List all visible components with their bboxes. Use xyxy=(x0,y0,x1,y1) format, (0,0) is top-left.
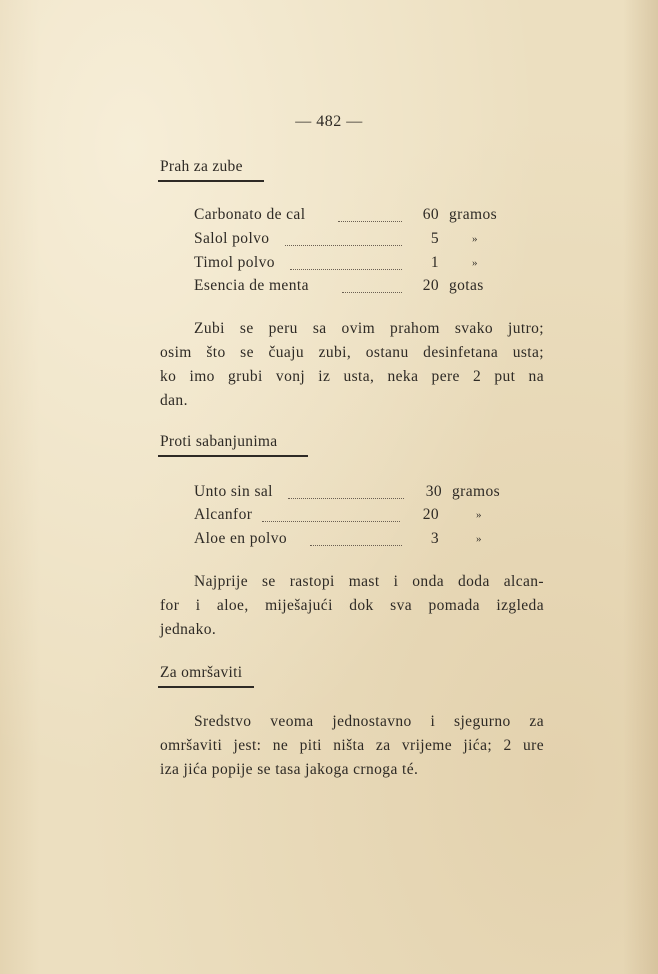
ingredient-qty: 20 xyxy=(422,277,439,294)
ingredient-qty: 60 xyxy=(422,206,439,223)
ingredient-name: Aloe en polvo xyxy=(194,530,288,547)
ingredient-name: Salol polvo xyxy=(194,230,270,247)
dot-leader xyxy=(285,245,402,246)
ingredient-name: Alcanfor xyxy=(194,506,253,523)
ingredient-row xyxy=(0,506,658,528)
ingredient-unit: » xyxy=(472,257,478,269)
ingredient-qty: 5 xyxy=(430,230,439,247)
ingredient-unit: » xyxy=(472,233,478,245)
paragraph-line: iza jića popije se tasa jakoga crnoga té. xyxy=(160,761,419,778)
ingredient-row xyxy=(0,230,658,252)
ingredient-name: Esencia de menta xyxy=(194,277,309,294)
paragraph-line: ko imo grubi vonj iz usta, neka pere 2 put na xyxy=(160,368,544,385)
paragraph-line: Najprije se rastopi mast i onda doda alcan- xyxy=(194,573,544,590)
section-heading-prah-za-zube: Prah za zube xyxy=(160,158,243,175)
ingredient-row xyxy=(0,254,658,276)
heading-underline xyxy=(158,455,308,457)
paragraph-line: Zubi se peru sa ovim prahom svako jutro; xyxy=(194,320,544,337)
ingredient-unit: gramos xyxy=(449,206,498,223)
paragraph-line: jednako. xyxy=(160,621,217,638)
paragraph-line: for i aloe, miješajući dok sva pomada izgleda xyxy=(160,597,544,614)
paragraph-line: osim što se čuaju zubi, ostanu desinfetana usta; xyxy=(160,344,544,361)
ingredient-row xyxy=(0,277,658,299)
ingredient-qty: 30 xyxy=(425,483,442,500)
paragraph-line: omršaviti jest: ne piti ništa za vrijeme jića; 2 ure xyxy=(160,737,544,754)
ingredient-unit: » xyxy=(476,509,482,521)
dot-leader xyxy=(310,545,402,546)
ingredient-qty: 20 xyxy=(422,506,439,523)
ingredient-row xyxy=(0,530,658,552)
dot-leader xyxy=(290,269,402,270)
ingredient-row xyxy=(0,206,658,228)
dot-leader xyxy=(288,498,404,499)
ingredient-name: Carbonato de cal xyxy=(194,206,306,223)
ingredient-unit: gramos xyxy=(452,483,501,500)
page-number: — 482 — xyxy=(295,113,363,130)
ingredient-unit: gotas xyxy=(449,277,484,294)
ingredient-unit: » xyxy=(476,533,482,545)
ingredient-name: Unto sin sal xyxy=(194,483,273,500)
heading-underline xyxy=(158,180,264,182)
dot-leader xyxy=(342,292,402,293)
dot-leader xyxy=(338,221,402,222)
paragraph-line: Sredstvo veoma jednostavno i sjegurno za xyxy=(194,713,544,730)
section-heading-za-omrsaviti: Za omršaviti xyxy=(160,664,243,681)
heading-underline xyxy=(158,686,254,688)
ingredient-qty: 3 xyxy=(430,530,439,547)
ingredient-row xyxy=(0,483,658,505)
ingredient-qty: 1 xyxy=(430,254,439,271)
dot-leader xyxy=(262,521,400,522)
paragraph-line: dan. xyxy=(160,392,188,409)
ingredient-name: Timol polvo xyxy=(194,254,275,271)
section-heading-proti-sabanjunima: Proti sabanjunima xyxy=(160,433,278,450)
